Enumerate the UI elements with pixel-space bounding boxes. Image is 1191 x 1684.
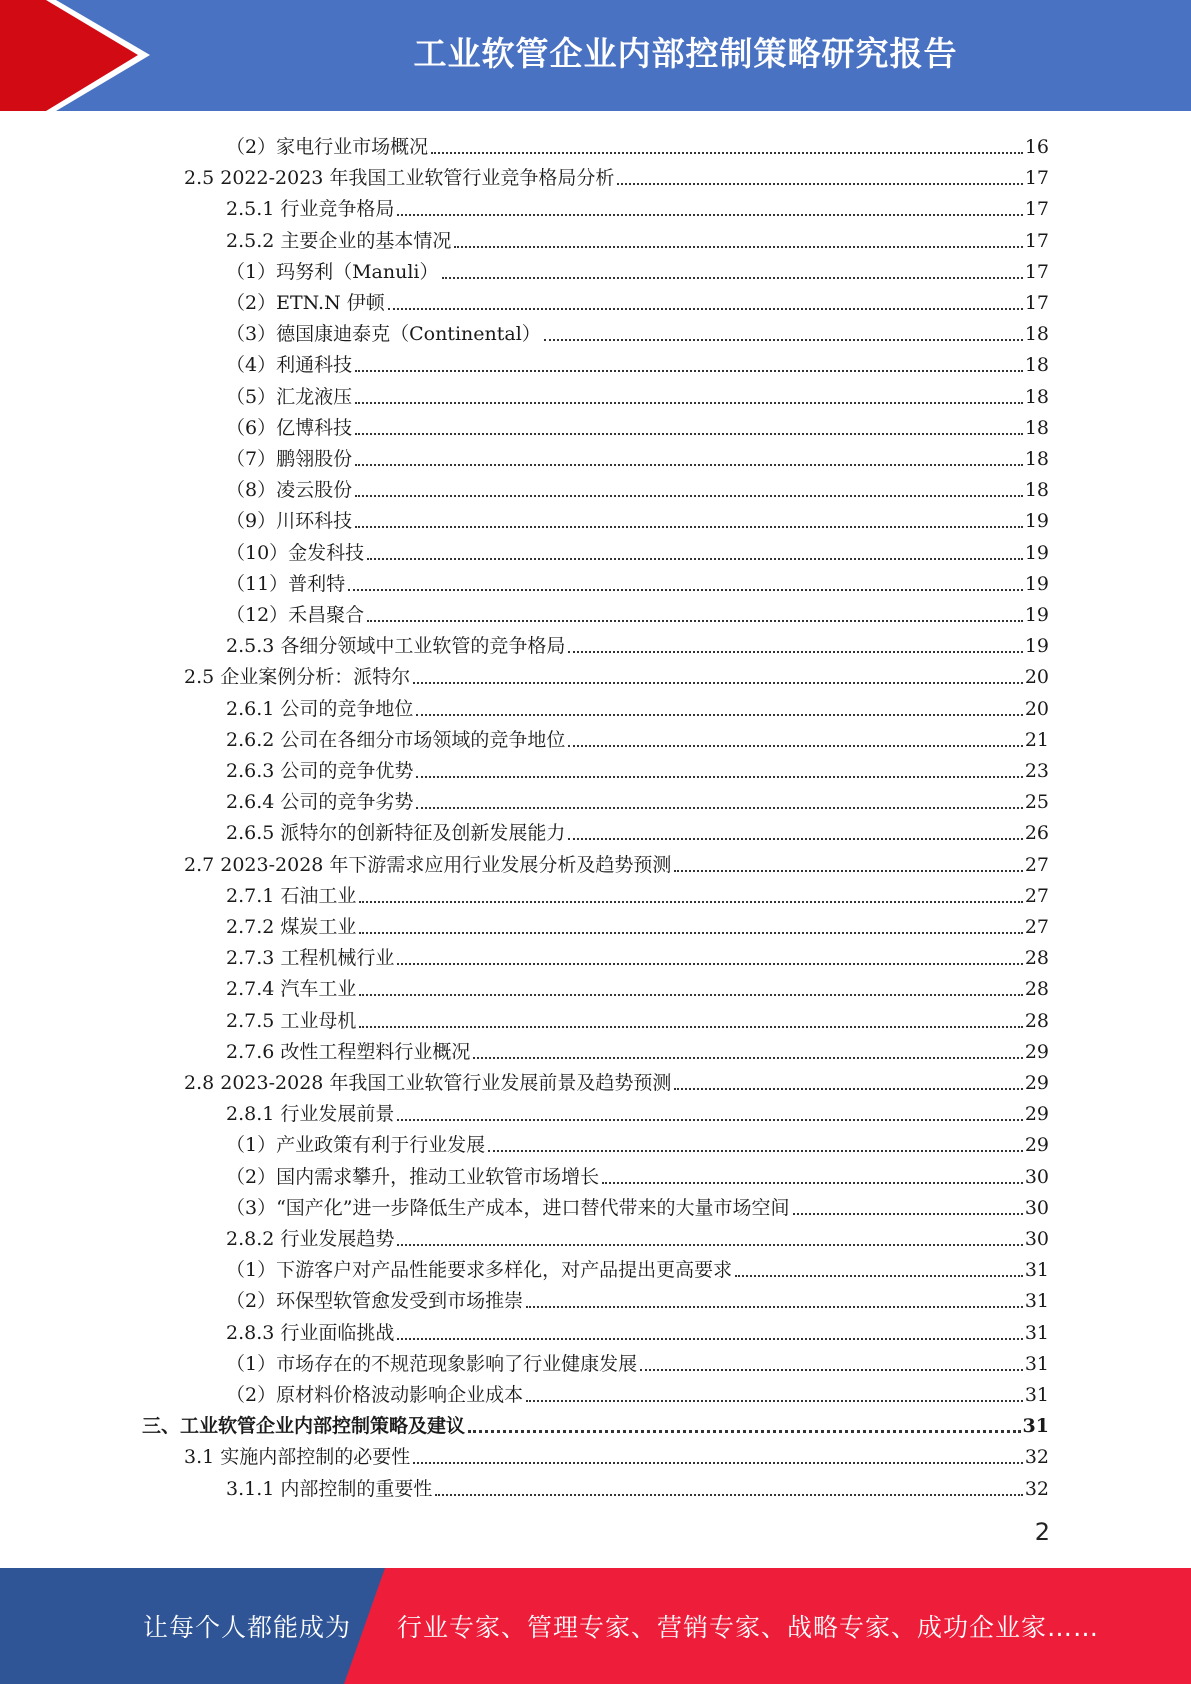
toc-entry-page: 31 [1024,1290,1049,1312]
toc-entry-page: 21 [1024,729,1049,751]
toc-dot-leader [488,1149,1023,1152]
toc-entry-title: 2.7.1 石油工业 [226,885,357,907]
toc-entry[interactable] [226,346,1049,377]
toc-dot-leader [397,1337,1022,1340]
toc-entry-page: 17 [1024,230,1049,252]
toc-entry[interactable] [226,721,1049,752]
toc-entry[interactable] [184,1438,1049,1469]
toc-entry[interactable] [226,315,1049,346]
footer-slogan-left: 让每个人都能成为 [143,1613,352,1642]
toc-entry-title: 2.7.2 煤炭工业 [226,916,357,938]
toc-entry-title: （12）禾昌聚合 [226,604,365,626]
toc-dot-leader [442,276,1023,279]
toc-entry[interactable] [226,378,1049,409]
toc-entry[interactable] [226,877,1049,908]
toc-entry-page: 31 [1022,1415,1049,1437]
toc-dot-leader [355,369,1023,372]
toc-entry-title: （3）德国康迪泰克（Continental） [226,323,541,345]
toc-entry-title: 三、工业软管企业内部控制策略及建议 [142,1415,466,1437]
toc-entry-title: （10）金发科技 [226,542,365,564]
toc-entry-page: 18 [1024,354,1049,376]
toc-entry-title: 2.7.5 工业母机 [226,1010,357,1032]
toc-entry-page: 28 [1024,978,1049,1000]
toc-entry-page: 29 [1024,1072,1049,1094]
toc-entry-title: 2.7.3 工程机械行业 [226,947,395,969]
toc-entry-page: 27 [1024,916,1049,938]
toc-entry-page: 25 [1024,791,1049,813]
toc-entry-page: 32 [1024,1446,1049,1468]
toc-entry-page: 28 [1024,947,1049,969]
toc-dot-leader [416,775,1022,778]
toc-entry[interactable] [226,565,1049,596]
toc-entry-title: 2.7 2023-2028 年下游需求应用行业发展分析及趋势预测 [184,854,672,876]
toc-entry[interactable] [226,1033,1049,1064]
toc-entry-title: （2）原材料价格波动影响企业成本 [226,1384,524,1406]
toc-dot-leader [413,1461,1023,1464]
toc-entry-title: 2.8.3 行业面临挑战 [226,1322,395,1344]
toc-dot-leader [355,525,1023,528]
toc-dot-leader [674,1087,1022,1090]
toc-dot-leader [544,338,1023,341]
toc-dot-leader [602,1181,1023,1184]
toc-entry[interactable] [226,502,1049,533]
toc-dot-leader [526,1399,1023,1402]
toc-entry-page: 31 [1024,1259,1049,1281]
toc-entry[interactable] [226,783,1049,814]
toc-entry[interactable] [226,284,1049,315]
toc-dot-leader [355,401,1023,404]
toc-entry-title: （5）汇龙液压 [226,386,353,408]
toc-entry-title: 3.1.1 内部控制的重要性 [226,1478,433,1500]
toc-dot-leader [617,182,1022,185]
toc-dot-leader [473,1056,1022,1059]
page-footer [0,1568,1191,1684]
toc-entry-title: （4）利通科技 [226,354,353,376]
toc-entry-title: （2）国内需求攀升，推动工业软管市场增长 [226,1166,600,1188]
toc-entry-title: （1）玛努利（Manuli） [226,261,439,283]
page-header [0,0,1191,111]
toc-entry[interactable] [226,939,1049,970]
toc-entry-page: 17 [1024,292,1049,314]
toc-entry-title: 2.6.4 公司的竞争劣势 [226,791,414,813]
toc-entry[interactable] [184,1064,1049,1095]
toc-entry-page: 20 [1024,698,1049,720]
toc-entry[interactable] [184,846,1049,877]
toc-entry-page: 31 [1024,1322,1049,1344]
toc-entry-title: 2.5 企业案例分析：派特尔 [184,666,411,688]
toc-dot-leader [348,588,1023,591]
toc-dot-leader [359,931,1022,934]
toc-entry-title: 2.6.2 公司在各细分市场领域的竞争地位 [226,729,566,751]
toc-entry-page: 17 [1024,167,1049,189]
toc-dot-leader [397,1243,1022,1246]
toc-entry-title: （2）ETN.N 伊顿 [226,292,385,314]
report-title: 工业软管企业内部控制策略研究报告 [413,34,958,73]
toc-entry-page: 30 [1024,1166,1049,1188]
toc-entry[interactable] [226,253,1049,284]
footer-slogan-right: 行业专家、管理专家、营销专家、战略专家、成功企业家…… [397,1613,1100,1642]
toc-entry[interactable] [226,1282,1049,1313]
toc-dot-leader [416,713,1022,716]
toc-entry-page: 29 [1024,1041,1049,1063]
toc-entry[interactable] [226,627,1049,658]
toc-entry-page: 29 [1024,1134,1049,1156]
toc-entry-page: 31 [1024,1384,1049,1406]
toc-entry-page: 32 [1024,1478,1049,1500]
toc-entry-title: 2.5.1 行业竞争格局 [226,198,395,220]
toc-entry-title: 2.6.1 公司的竞争地位 [226,698,414,720]
toc-entry[interactable] [226,1345,1049,1376]
toc-entry-title: （9）川环科技 [226,510,353,532]
toc-entry-page: 18 [1024,417,1049,439]
toc-entry[interactable] [184,159,1049,190]
toc-dot-leader [735,1274,1023,1277]
toc-entry-page: 19 [1024,635,1049,657]
toc-entry[interactable] [226,1220,1049,1251]
toc-dot-leader [359,993,1022,996]
toc-entry[interactable] [142,1407,1049,1438]
toc-entry-page: 19 [1024,604,1049,626]
toc-entry[interactable] [226,970,1049,1001]
toc-entry-page: 28 [1024,1010,1049,1032]
toc-entry[interactable] [226,1470,1049,1501]
toc-entry-page: 19 [1024,510,1049,532]
toc-entry-page: 18 [1024,448,1049,470]
toc-entry-title: 2.7.4 汽车工业 [226,978,357,1000]
toc-entry-title: （8）凌云股份 [226,479,353,501]
toc-entry[interactable] [226,409,1049,440]
toc-dot-leader [397,213,1022,216]
toc-dot-leader [568,650,1022,653]
toc-entry[interactable] [226,596,1049,627]
toc-entry-page: 19 [1024,542,1049,564]
toc-entry-title: 2.5.3 各细分领域中工业软管的竞争格局 [226,635,566,657]
toc-entry-title: 2.5.2 主要企业的基本情况 [226,230,452,252]
toc-entry-title: （1）产业政策有利于行业发展 [226,1134,486,1156]
toc-entry-title: 2.8.1 行业发展前景 [226,1103,395,1125]
toc-entry[interactable] [184,658,1049,689]
toc-entry-page: 30 [1024,1228,1049,1250]
toc-entry-page: 20 [1024,666,1049,688]
toc-entry-title: 2.7.6 改性工程塑料行业概况 [226,1041,471,1063]
toc-entry-page: 29 [1024,1103,1049,1125]
toc-entry-title: 3.1 实施内部控制的必要性 [184,1446,411,1468]
toc-entry-title: 2.6.5 派特尔的创新特征及创新发展能力 [226,822,566,844]
toc-entry[interactable] [226,1002,1049,1033]
toc-entry-title: （3）“国产化”进一步降低生产成本，进口替代带来的大量市场空间 [226,1197,790,1219]
toc-entry-page: 17 [1024,261,1049,283]
toc-dot-leader [793,1212,1023,1215]
toc-entry-title: 2.6.3 公司的竞争优势 [226,760,414,782]
toc-dot-leader [397,1118,1022,1121]
toc-entry[interactable] [226,690,1049,721]
toc-dot-leader [388,307,1023,310]
toc-dot-leader [355,463,1023,466]
toc-entry-page: 23 [1024,760,1049,782]
toc-entry-page: 17 [1024,198,1049,220]
toc-entry[interactable] [226,1189,1049,1220]
toc-entry[interactable] [226,222,1049,253]
toc-entry-title: （6）亿博科技 [226,417,353,439]
toc-entry-page: 27 [1024,885,1049,907]
toc-entry[interactable] [226,908,1049,939]
toc-entry-page: 30 [1024,1197,1049,1219]
toc-entry-page: 18 [1024,386,1049,408]
toc-entry-title: （2）家电行业市场概况 [226,136,429,158]
toc-dot-leader [416,806,1022,809]
toc-dot-leader [359,900,1022,903]
toc-entry[interactable] [226,1251,1049,1282]
toc-entry-title: （2）环保型软管愈发受到市场推崇 [226,1290,524,1312]
toc-entry-title: （11）普利特 [226,573,346,595]
toc-entry-page: 18 [1024,479,1049,501]
toc-entry[interactable] [226,190,1049,221]
toc-entry[interactable] [226,1158,1049,1189]
toc-entry[interactable] [226,440,1049,471]
toc-dot-leader [468,1429,1021,1433]
toc-entry-page: 18 [1024,323,1049,345]
toc-dot-leader [568,744,1022,747]
toc-entry[interactable] [226,128,1049,159]
toc-dot-leader [674,869,1022,872]
toc-entry-page: 31 [1024,1353,1049,1375]
toc-entry[interactable] [226,752,1049,783]
toc-entry[interactable] [226,1376,1049,1407]
toc-dot-leader [355,432,1023,435]
toc-entry-page: 16 [1024,136,1049,158]
toc-entry-title: （1）市场存在的不规范现象影响了行业健康发展 [226,1353,638,1375]
toc-entry[interactable] [226,1314,1049,1345]
toc-dot-leader [454,245,1022,248]
toc-entry[interactable] [226,814,1049,845]
toc-entry-title: （7）鹏翎股份 [226,448,353,470]
toc-dot-leader [359,1025,1022,1028]
toc-dot-leader [526,1305,1023,1308]
toc-dot-leader [413,681,1023,684]
toc-dot-leader [367,557,1023,560]
toc-dot-leader [367,619,1023,622]
toc-entry-title: 2.8.2 行业发展趋势 [226,1228,395,1250]
toc-dot-leader [355,494,1023,497]
toc-entry[interactable] [226,534,1049,565]
page-number: 2 [1034,1518,1050,1546]
toc-entry-title: 2.8 2023-2028 年我国工业软管行业发展前景及趋势预测 [184,1072,672,1094]
toc-entry-title: （1）下游客户对产品性能要求多样化，对产品提出更高要求 [226,1259,733,1281]
toc-entry[interactable] [226,1095,1049,1126]
toc-entry[interactable] [226,1126,1049,1157]
toc-dot-leader [640,1368,1023,1371]
toc-dot-leader [431,151,1023,154]
chevron-logo-icon [0,0,160,111]
toc-entry-page: 26 [1024,822,1049,844]
toc-entry-page: 27 [1024,854,1049,876]
toc-entry-title: 2.5 2022-2023 年我国工业软管行业竞争格局分析 [184,167,615,189]
toc-entry[interactable] [226,471,1049,502]
toc-dot-leader [568,837,1022,840]
toc-dot-leader [397,962,1022,965]
toc-entry-page: 19 [1024,573,1049,595]
toc-dot-leader [435,1493,1022,1496]
